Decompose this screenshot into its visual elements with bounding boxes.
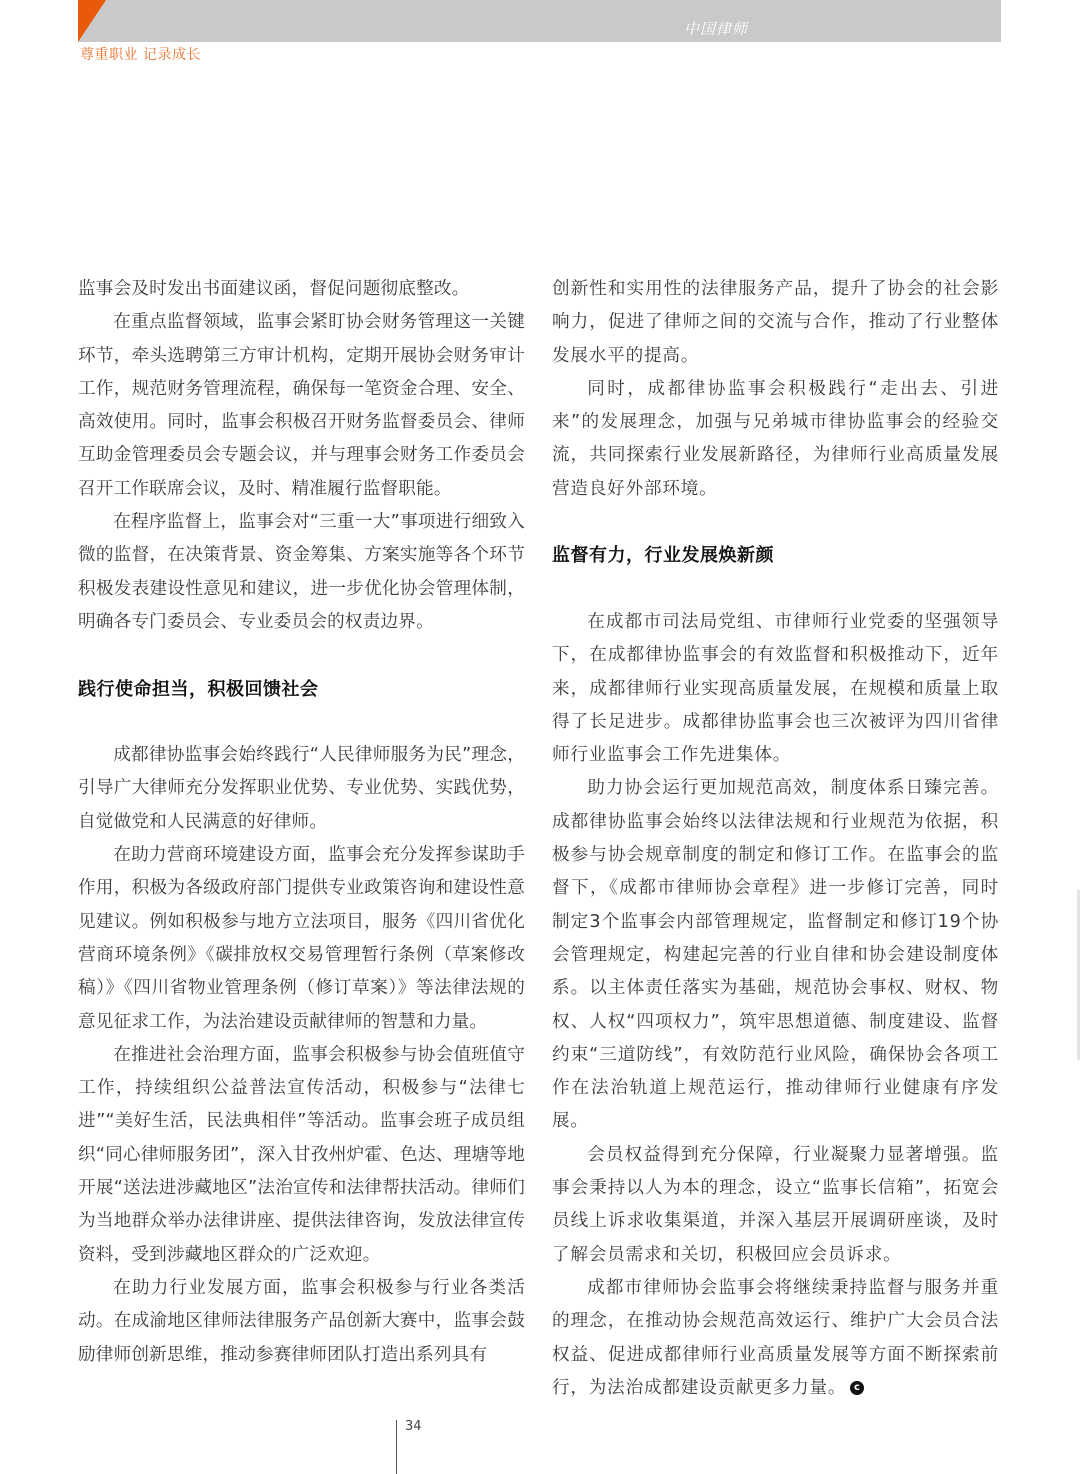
- paragraph: 在成都市司法局党组、市律师行业党委的坚强领导下，在成都律协监事会的有效监督和积极推动下，近年来，成都律师行业实现高质量发展，在规模和质量上取得了长足进步。成都律协监事会也三次被评为四川省律师行业监事会工作先进集体。: [552, 611, 999, 766]
- right-column: [552, 273, 999, 1405]
- footer-divider: [396, 1420, 397, 1474]
- end-of-article-icon: c: [850, 1381, 864, 1395]
- page-number: 34: [405, 1419, 422, 1434]
- paragraph: 监事会及时发出书面建议函，督促问题彻底整改。: [78, 279, 470, 299]
- header-bar: [78, 0, 1001, 42]
- paragraph: 在助力行业发展方面，监事会积极参与行业各类活动。在成渝地区律师法律服务产品创新大赛中，监事会鼓励律师创新思维，推动参赛律师团队打造出系列具有: [78, 1277, 525, 1365]
- paragraph: 创新性和实用性的法律服务产品，提升了协会的社会影响力，促进了律师之间的交流与合作，推动了行业整体发展水平的提高。: [552, 279, 999, 366]
- paragraph-final: [552, 1272, 999, 1405]
- paragraph: 在程序监督上，监事会对“三重一大”事项进行细致入微的监督，在决策背景、资金筹集、方案实施等各个环节积极发表建设性意见和建议，进一步优化协会管理体制，明确各专门委员会、专业委员会的权责边界。: [78, 512, 525, 632]
- section-heading: 践行使命担当，积极回馈社会: [78, 678, 319, 700]
- paragraph: 成都律协监事会始终践行“人民律师服务为民”理念，引导广大律师充分发挥职业优势、专业优势、实践优势，自觉做党和人民满意的好律师。: [78, 745, 525, 832]
- paragraph: 会员权益得到充分保障，行业凝聚力显著增强。监事会秉持以人为本的理念，设立“监事长信箱”，拓宽会员线上诉求收集渠道，并深入基层开展调研座谈，及时了解会员需求和关切，积极回应会员诉求。: [552, 1144, 999, 1265]
- section-heading: 监督有力，行业发展焕新颜: [552, 545, 774, 567]
- paragraph: 在重点监督领域，监事会紧盯协会财务管理这一关键环节，牵头选聘第三方审计机构，定期开展协会财务审计工作，规范财务管理流程，确保每一笔资金合理、安全、高效使用。同时，监事会积极召开财务监督委员会、律师互助金管理委员会专题会议，并与理事会财务工作委员会召开工作联席会议，及时、精准履行监督职能。: [78, 312, 525, 499]
- magazine-tagline: 尊重职业 记录成长: [80, 47, 201, 63]
- paragraph: 同时，成都律协监事会积极践行“走出去、引进来”的发展理念，加强与兄弟城市律协监事会的经验交流，共同探索行业发展新路径，为律师行业高质量发展营造良好外部环境。: [552, 378, 999, 499]
- paragraph: 在推进社会治理方面，监事会积极参与协会值班值守工作，持续组织公益普法宣传活动，积极参与“法律七进”“美好生活，民法典相伴”等活动。监事会班子成员组织“同心律师服务团”，深入甘孜州炉霍、色达、理塘等地开展“送法进涉藏地区”法治宣传和法律帮扶活动。律师们为当地群众举办法律讲座、提供法律咨询，发放法律宣传资料，受到涉藏地区群众的广泛欢迎。: [78, 1044, 525, 1265]
- paragraph: 助力协会运行更加规范高效，制度体系日臻完善。成都律协监事会始终以法律法规和行业规范为依据，积极参与协会规章制度的制定和修订工作。在监事会的监督下，《成都市律师协会章程》进一步修订完善，同时制定3个监事会内部管理规定，监督制定和修订19个协会管理规定，构建起完善的行业自律和协会建设制度体系。以主体责任落实为基础，规范协会事权、财权、物权、人权“四项权力”，筑牢思想道德、制度建设、监督约束“三道防线”，有效防范行业风险，确保协会各项工作在法治轨道上规范运行，推动律师行业健康有序发展。: [552, 778, 999, 1132]
- paragraph-text: 成都市律师协会监事会将继续秉持监督与服务并重的理念，在推动协会规范高效运行、维护广大会员合法权益、促进成都律师行业高质量发展等方面不断探索前行，为法治成都建设贡献更多力量。: [552, 1277, 999, 1398]
- header-accent-triangle: [78, 0, 106, 42]
- left-column: [78, 273, 525, 1372]
- magazine-logo: 中国律师: [684, 20, 749, 38]
- paragraph: 在助力营商环境建设方面，监事会充分发挥参谋助手作用，积极为各级政府部门提供专业政策咨询和建设性意见建议。例如积极参与地方立法项目，服务《四川省优化营商环境条例》《碳排放权交易管理暂行条例（草案修改稿）》《四川省物业管理条例（修订草案）》等法律法规的意见征求工作，为法治建设贡献律师的智慧和力量。: [78, 845, 525, 1032]
